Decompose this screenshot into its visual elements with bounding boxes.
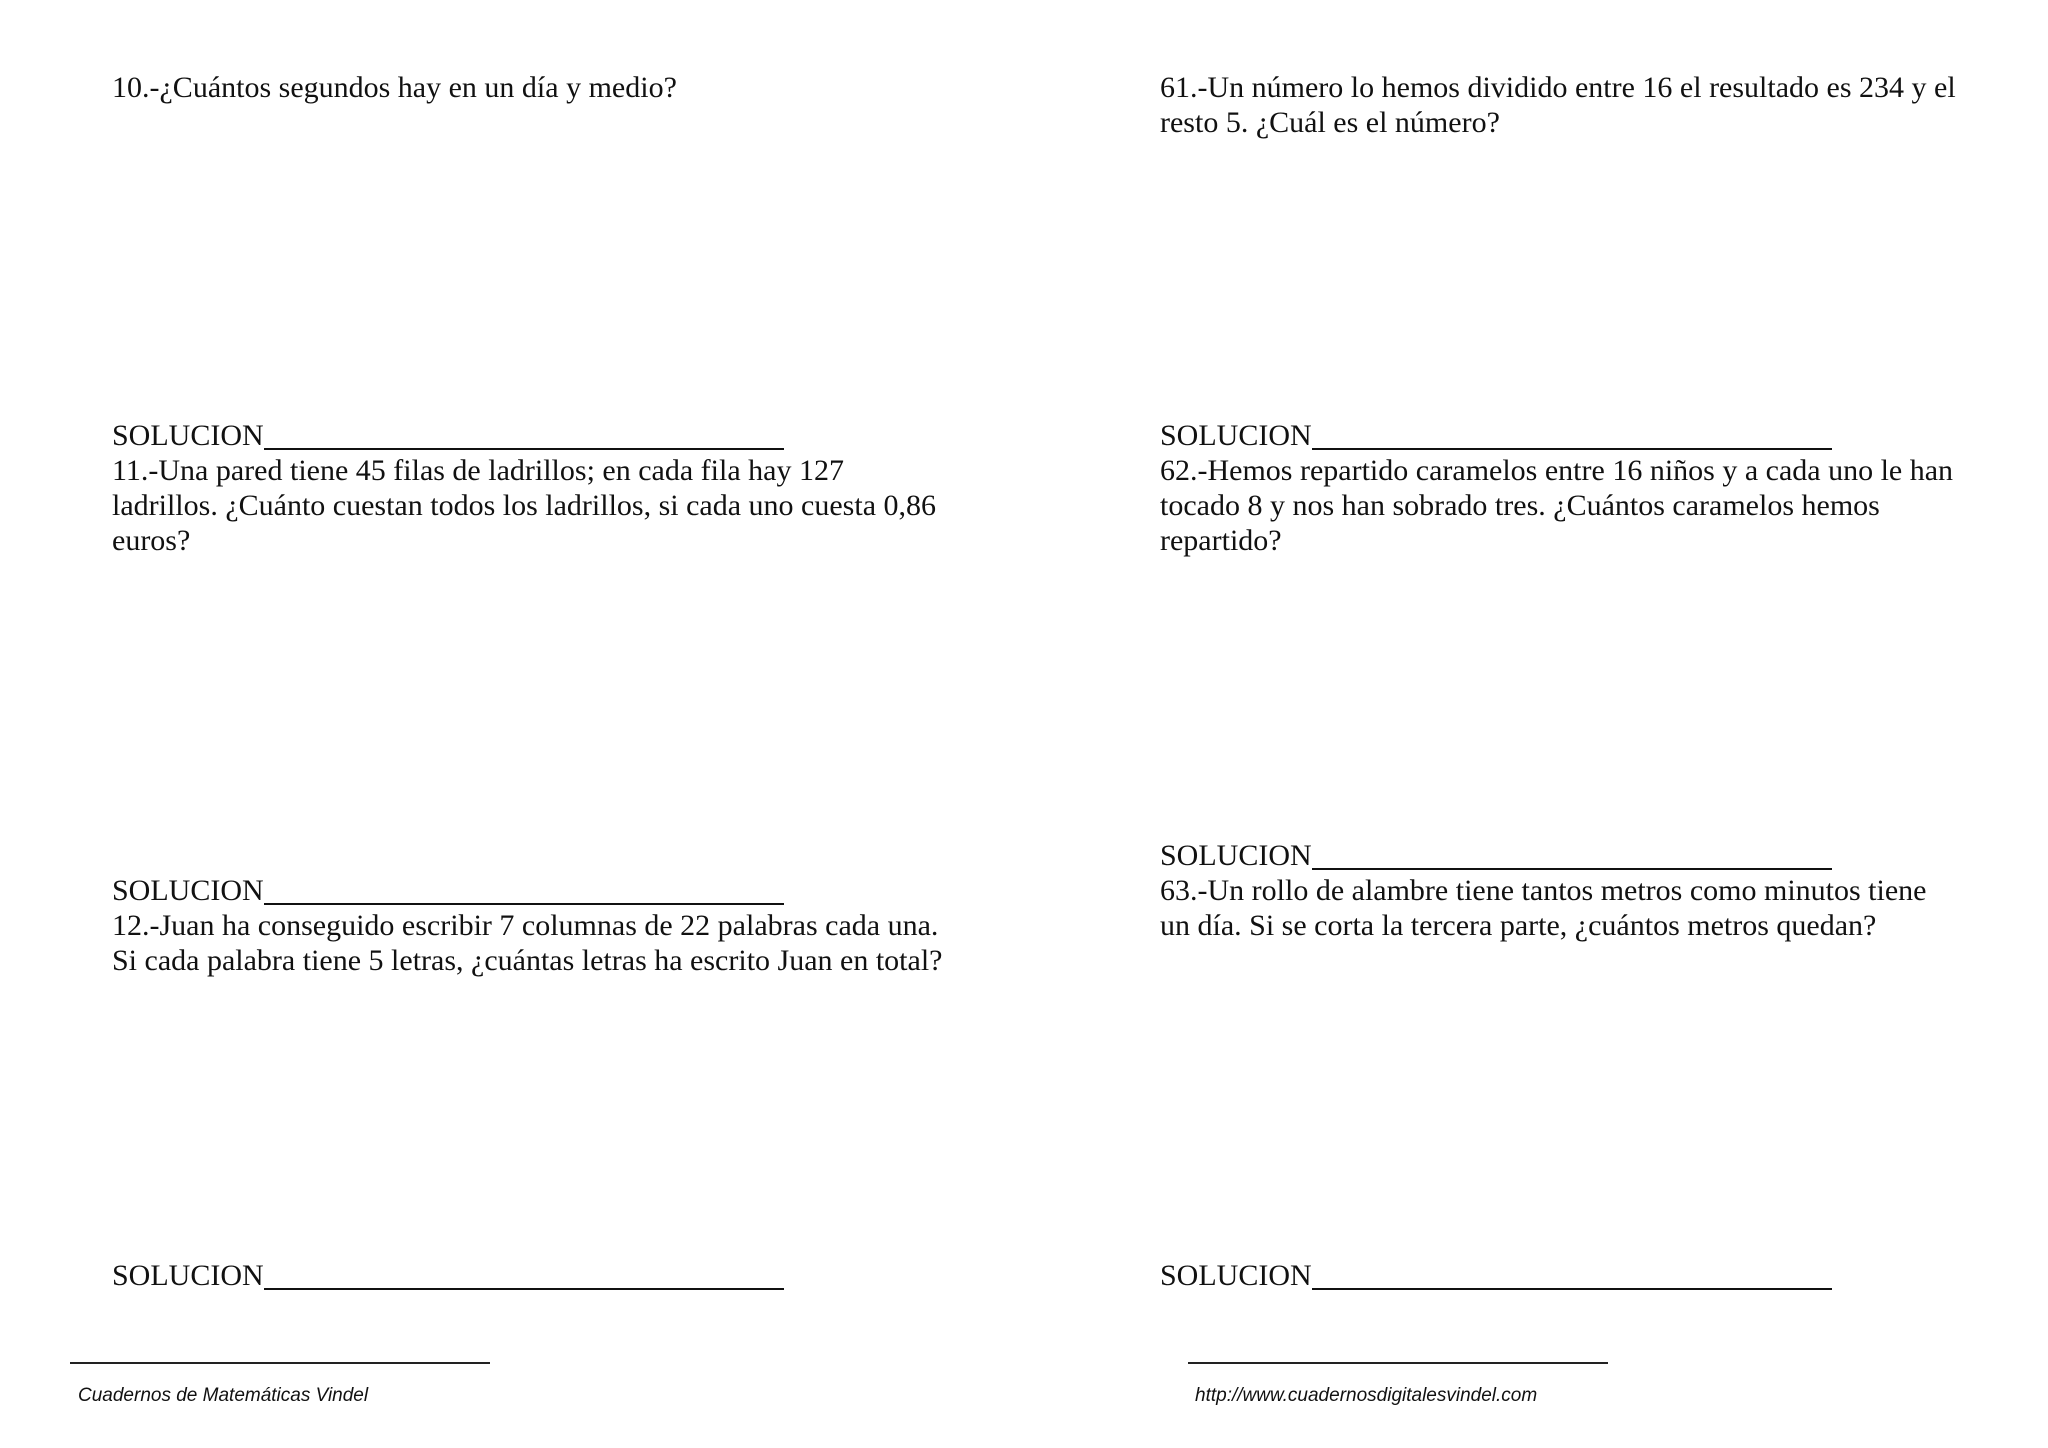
solution-label: SOLUCION	[1160, 419, 1312, 452]
answer-blank	[264, 1260, 784, 1290]
answer-blank	[264, 875, 784, 905]
solution-label: SOLUCION	[112, 874, 264, 907]
answer-blank	[1312, 1260, 1832, 1290]
solution-line-62	[1160, 838, 1832, 873]
solution-line-63	[1160, 1258, 1832, 1293]
solution-label: SOLUCION	[112, 419, 264, 452]
answer-blank	[264, 420, 784, 450]
solution-label: SOLUCION	[1160, 839, 1312, 872]
problem-11: 11.-Una pared tiene 45 filas de ladrillos; en cada fila hay 127 ladrillos. ¿Cuánto cuestan todos los ladrillos, si cada uno cuesta 0,86 euros?	[112, 454, 937, 557]
answer-blank	[1312, 840, 1832, 870]
solution-line-11	[112, 873, 784, 908]
answer-blank	[1312, 420, 1832, 450]
solution-line-12	[112, 1258, 784, 1293]
solution-line-61	[1160, 418, 1832, 453]
footer-rule-right	[1188, 1362, 1608, 1364]
footer-url[interactable]: http://www.cuadernosdigitalesvindel.com	[1195, 1385, 1538, 1406]
problem-61: 61.-Un número lo hemos dividido entre 16 el resultado es 234 y el resto 5. ¿Cuál es el número?	[1160, 71, 1956, 139]
problem-10: 10.-¿Cuántos segundos hay en un día y medio?	[112, 71, 677, 104]
problem-12: 12.-Juan ha conseguido escribir 7 columnas de 22 palabras cada una. Si cada palabra tiene 5 letras, ¿cuántas letras ha escrito Juan en total?	[112, 909, 943, 977]
solution-line-10	[112, 418, 784, 453]
solution-label: SOLUCION	[1160, 1259, 1312, 1292]
footer-publisher: Cuadernos de Matemáticas Vindel	[78, 1385, 369, 1406]
problem-63: 63.-Un rollo de alambre tiene tantos metros como minutos tiene un día. Si se corta la tercera parte, ¿cuántos metros quedan?	[1160, 874, 1927, 942]
footer-rule-left	[70, 1362, 490, 1364]
problem-62: 62.-Hemos repartido caramelos entre 16 niños y a cada uno le han tocado 8 y nos han sobrado tres. ¿Cuántos caramelos hemos repartido?	[1160, 454, 1954, 557]
solution-label: SOLUCION	[112, 1259, 264, 1292]
